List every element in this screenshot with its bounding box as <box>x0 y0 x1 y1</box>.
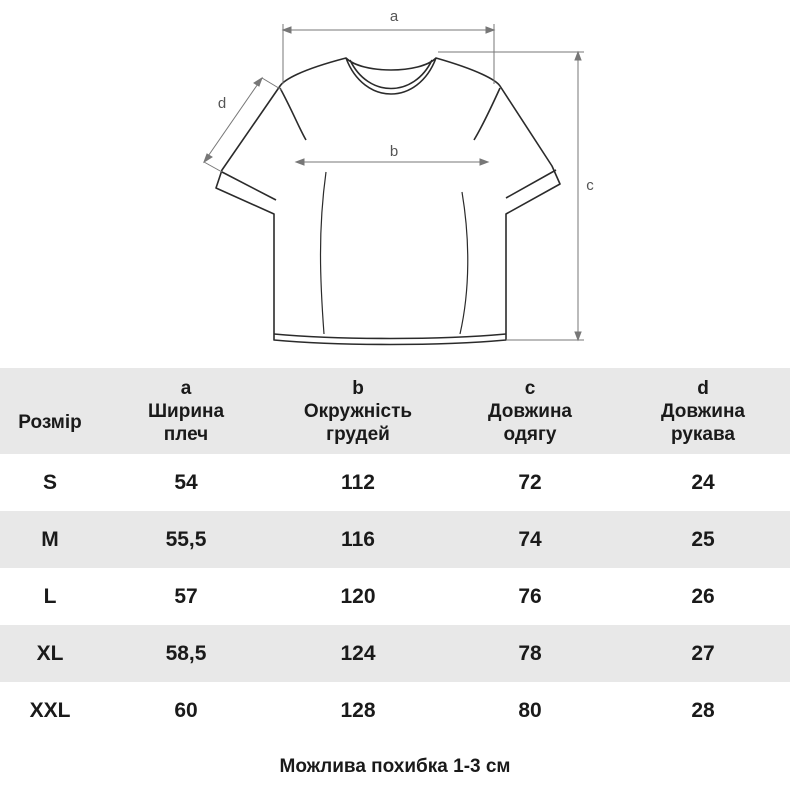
header-line1: Довжина <box>661 400 745 422</box>
chest-cell: 116 <box>341 527 375 551</box>
header-line2: плеч <box>163 423 209 445</box>
table-row <box>0 511 790 568</box>
chest-cell: 128 <box>340 698 376 722</box>
length-cell: 74 <box>518 527 542 551</box>
shoulder-cell: 54 <box>174 470 198 494</box>
header-line2: грудей <box>326 423 390 445</box>
size-cell: S <box>42 470 57 494</box>
header-chest <box>272 377 444 446</box>
length-cell: 80 <box>518 698 542 722</box>
size-table <box>0 368 790 739</box>
chest-cell: 112 <box>341 470 375 494</box>
size-cell: M <box>41 527 59 551</box>
shoulder-cell: 55,5 <box>165 527 207 551</box>
size-cell: L <box>43 584 57 608</box>
chest-cell: 124 <box>340 641 376 665</box>
header-letter: d <box>697 377 709 399</box>
size-cell: XXL <box>29 698 71 722</box>
tolerance-note: Можлива похибка 1-3 см <box>279 756 511 777</box>
header-line2: одягу <box>503 423 557 445</box>
header-line1: Ширина <box>147 400 225 422</box>
header-length <box>444 377 616 446</box>
dimension-a-label: a <box>389 8 399 25</box>
chest-cell: 120 <box>340 584 376 608</box>
sleeve-cell: 25 <box>691 527 715 551</box>
header-line1: Окружність <box>303 400 413 422</box>
table-row <box>0 682 790 739</box>
header-size-label: Розмір <box>18 411 82 433</box>
dimension-d-label: d <box>217 95 227 112</box>
length-cell: 78 <box>518 641 542 665</box>
size-cell: XL <box>36 641 64 665</box>
header-letter: c <box>524 377 536 399</box>
tshirt-measurement-diagram <box>0 0 790 362</box>
table-row <box>0 568 790 625</box>
header-size <box>0 389 100 434</box>
table-row <box>0 625 790 682</box>
header-letter: b <box>352 377 364 399</box>
header-line2: рукава <box>671 423 735 445</box>
shoulder-cell: 58,5 <box>165 641 207 665</box>
sleeve-cell: 24 <box>691 470 715 494</box>
dimension-lines <box>204 24 584 340</box>
header-sleeve <box>616 377 790 446</box>
shoulder-cell: 60 <box>174 698 198 722</box>
sleeve-cell: 28 <box>691 698 715 722</box>
length-cell: 72 <box>518 470 542 494</box>
shoulder-cell: 57 <box>174 584 198 608</box>
dimension-c-label: c <box>586 177 594 194</box>
sleeve-cell: 27 <box>691 641 715 665</box>
header-line1: Довжина <box>488 400 572 422</box>
size-table-header <box>0 368 790 454</box>
header-shoulder-width <box>100 377 272 446</box>
header-letter: a <box>180 377 192 399</box>
sleeve-cell: 26 <box>691 584 715 608</box>
dimension-b-label: b <box>389 143 399 160</box>
tshirt-outline <box>216 58 560 345</box>
table-row <box>0 454 790 511</box>
tshirt-diagram-svg <box>0 0 790 362</box>
length-cell: 76 <box>518 584 542 608</box>
